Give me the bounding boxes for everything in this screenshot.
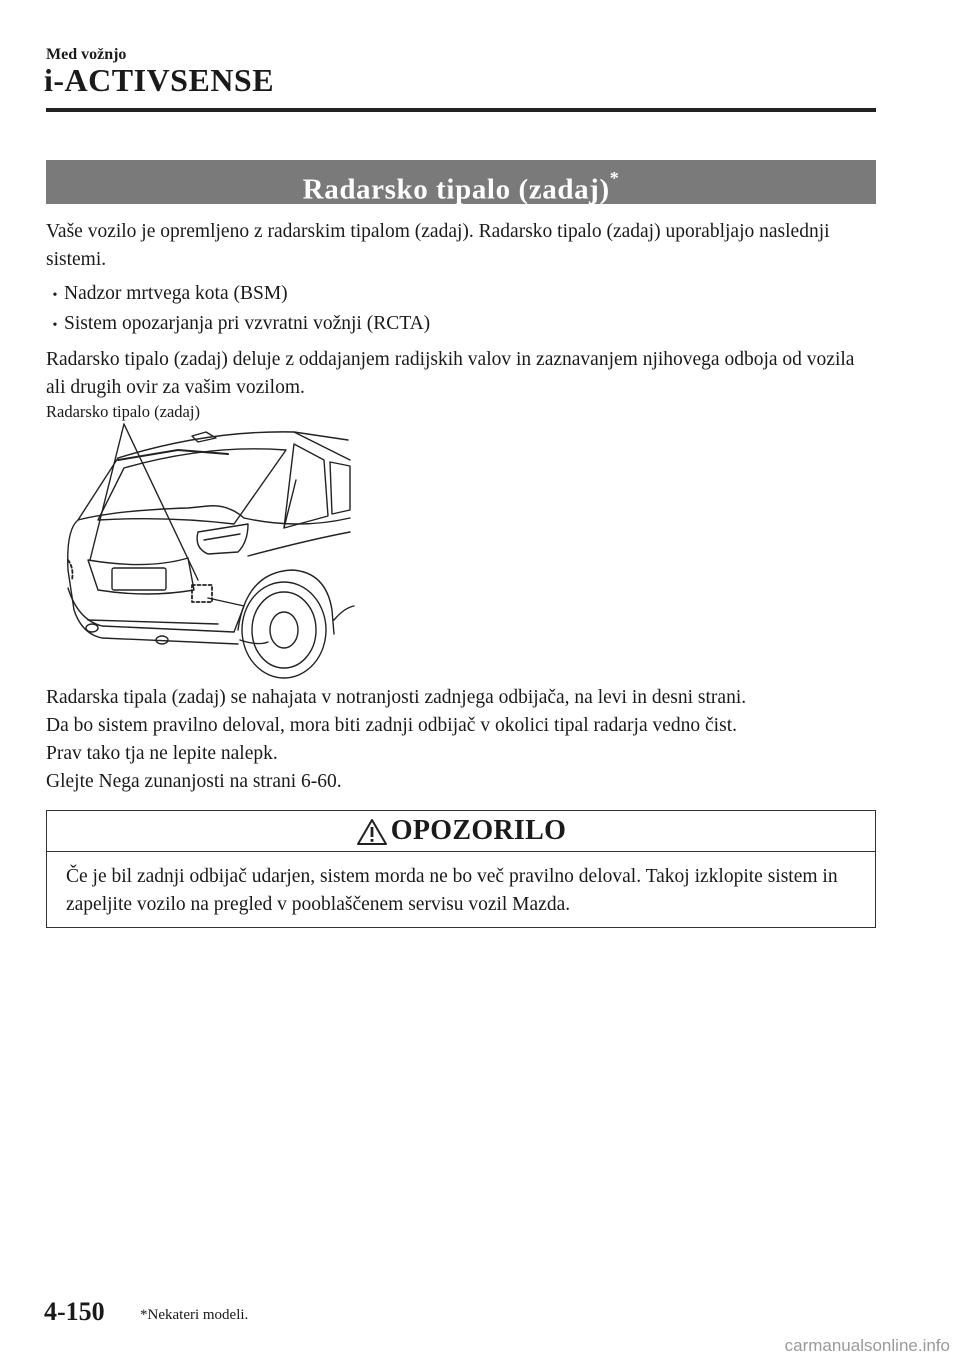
- location-line: Glejte Nega zunanjosti na strani 6-60.: [46, 771, 342, 792]
- bullet-icon: •: [52, 288, 58, 303]
- watermark: carmanualsonline.info: [784, 1336, 950, 1355]
- header-rule: [46, 108, 876, 112]
- leader-line-left: [90, 424, 124, 560]
- page-number: 4-150: [44, 1297, 105, 1326]
- warning-header: [47, 811, 875, 852]
- intro-paragraph: Vaše vozilo je opremljeno z radarskim tipalom (zadaj). Radarsko tipalo (zadaj) uporabljajo naslednji sistemi.: [46, 221, 830, 270]
- warning-title: OPOZORILO: [390, 815, 567, 846]
- list-item-text: Sistem opozarjanja pri vzvratni vožnji (RCTA): [64, 313, 431, 334]
- leader-line-right: [124, 424, 198, 580]
- footnote-marker: *: [609, 168, 620, 188]
- systems-list: [46, 280, 430, 340]
- location-line: Radarska tipala (zadaj) se nahajata v notranjosti zadnjega odbijača, na levi in desni strani.: [46, 687, 747, 708]
- footnote: *Nekateri modeli.: [140, 1307, 249, 1323]
- warning-box: [46, 810, 876, 928]
- location-line: Prav tako tja ne lepite nalepk.: [46, 743, 278, 764]
- warning-triangle-icon: [356, 818, 388, 846]
- location-paragraph: [46, 684, 906, 796]
- figure-label: Radarsko tipalo (zadaj): [46, 402, 200, 421]
- location-line: Da bo sistem pravilno deloval, mora biti zadnji odbijač v okolici tipal radarja vedno čist.: [46, 715, 737, 736]
- list-item-text: Nadzor mrtvega kota (BSM): [64, 283, 288, 304]
- warning-text: Če je bil zadnji odbijač udarjen, sistem morda ne bo več pravilno deloval. Takoj izklopite sistem in zapeljite vozilo na pregled v pooblaščenem servisu vozil Mazda.: [66, 866, 838, 915]
- section-label: Med vožnjo: [46, 46, 127, 63]
- page-title: [46, 160, 876, 204]
- list-item: [46, 310, 430, 340]
- rear-car-radar-illustration: [58, 420, 358, 682]
- page-title-text: Radarsko tipalo (zadaj): [302, 173, 610, 206]
- radar-sensor-right: [192, 585, 212, 602]
- list-item: [46, 280, 430, 310]
- section-heading: i-ACTIVSENSE: [44, 62, 275, 98]
- bullet-icon: •: [52, 318, 58, 333]
- description-paragraph: Radarsko tipalo (zadaj) deluje z oddajanjem radijskih valov in zaznavanjem njihovega odboja od vozila ali drugih ovir za vašim vozilom.: [46, 349, 855, 398]
